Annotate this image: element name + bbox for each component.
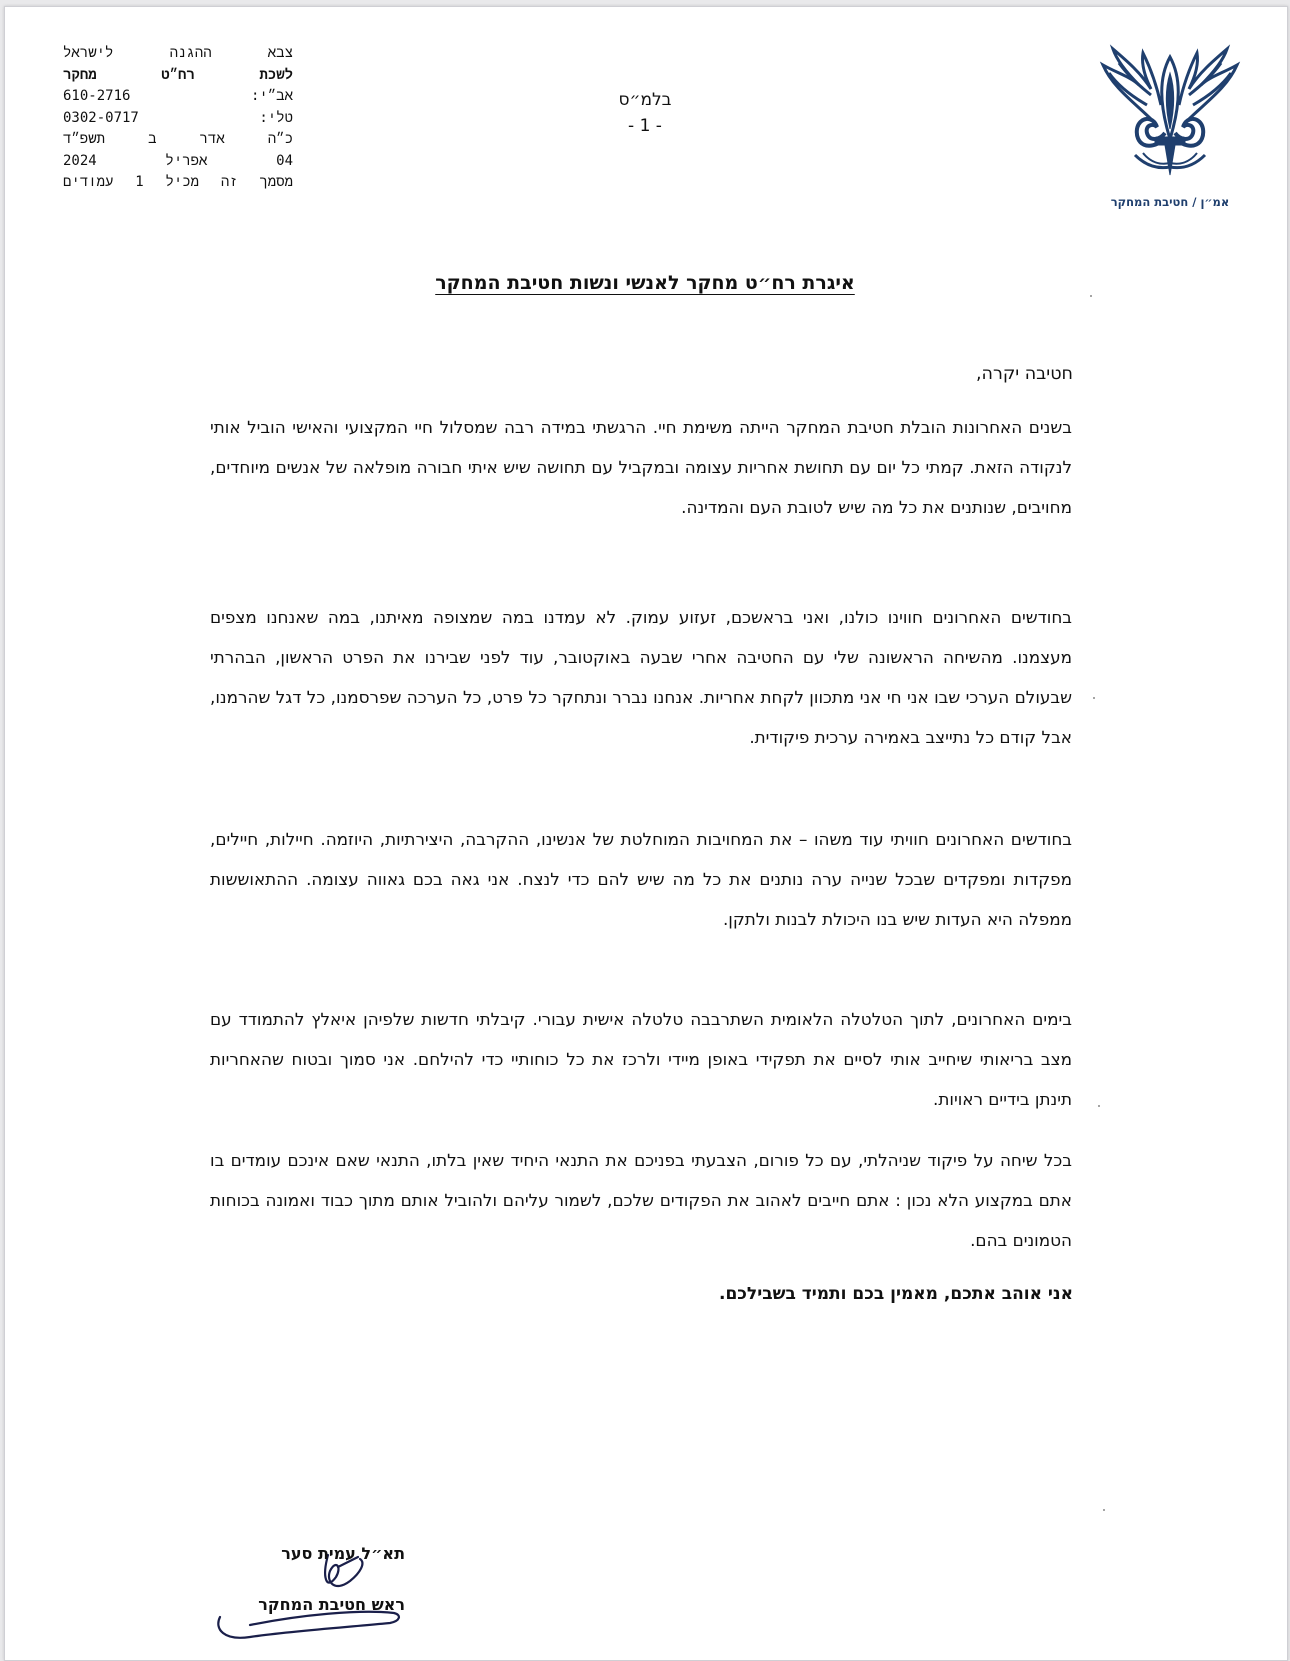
paragraph: בימים האחרונים, לתוך הטלטלה הלאומית השתרבבה טלטלה אישית עבורי. קיבלתי חדשות שלפיהן איאלץ להתמודד עם מצב בריאותי שיחייב אותי לסיים את תפקידי באופן מיידי ולרכז את כל כוחותיי כדי להילחם. אני סמוך ובטוח שהאחריות תינתן בידיים ראויות. xyxy=(210,1009,1072,1109)
date-part: 2024 xyxy=(63,152,97,169)
paragraph: בחודשים האחרונים חוויתי עוד משהו – את המחויבות המוחלטת של אנשינו, ההקרבה, היצירתיות, היוזמה. חיילות, חיילים, מפקדות ומפקדים שבכל שנייה ערה נותנים את כל מה שיש להם כדי לנצח. אני גאה בכם גאווה עצומה. ההתאוששות ממפלה היא העדות שיש בנו היכולת לבנות ולתקן. xyxy=(210,829,1072,929)
greg-date-line xyxy=(63,151,293,173)
date-part: אדר xyxy=(199,131,225,147)
note-word: עמודים xyxy=(63,174,114,190)
hebrew-date-line xyxy=(63,129,293,151)
org-word: לשכת xyxy=(259,66,293,83)
classification-block xyxy=(575,87,715,139)
tel-label: טלי: xyxy=(259,109,293,126)
scan-speck xyxy=(1090,295,1092,297)
paragraph: בחודשים האחרונים חווינו כולנו, ואני בראשכם, זעזוע עמוק. לא עמדנו במה שמצופה מאיתנו, במה שאנחנו מצפים מעצמנו. מהשיחה הראשונה שלי עם החטיבה אחרי שבעה באוקטובר, עוד לפני שבירנו את הפרט הראשון, הבהרתי שבעולם הערכי שבו אני חי אני מתכוון לקחת אחריות. אנחנו נברר ונתחקר כל פרט, כל הערכה שפרסמנו, כל דגל שהרמנו, אבל קודם כל נתייצב באמירה ערכית פיקודית. xyxy=(210,607,1072,747)
org-line-2 xyxy=(63,65,293,87)
page-number: - 1 - xyxy=(628,116,662,136)
note-word: מכיל xyxy=(165,174,200,190)
scan-speck xyxy=(1103,1509,1105,1511)
note-word: זה xyxy=(220,174,238,190)
scan-speck xyxy=(1093,697,1095,699)
org-line-1 xyxy=(63,43,293,65)
date-part: תשפ״ד xyxy=(63,131,106,147)
abbr-label: אב״י: xyxy=(250,88,293,104)
letter-title xyxy=(205,272,1085,294)
emblem-caption: אמ״ן / חטיבת המחקר xyxy=(1110,195,1230,209)
date-part: 04 xyxy=(276,152,293,169)
scan-speck xyxy=(1098,1105,1100,1107)
greeting: חטיבה יקרה, xyxy=(975,364,1073,384)
closing-line: אני אוהב אתכם, מאמין בכם ותמיד בשבילכם. xyxy=(718,1284,1073,1304)
tel-line xyxy=(63,108,293,130)
abbr-value: 610-2716 xyxy=(63,88,131,104)
letter-title-text: איגרת רח״ט מחקר לאנשי ונשות חטיבת המחקר xyxy=(435,272,855,294)
document-header xyxy=(63,43,293,194)
tel-value: 0302-0717 xyxy=(63,109,139,126)
paragraph: בכל שיחה על פיקוד שניהלתי, עם כל פורום, הצבעתי בפניכם את התנאי היחיד שאין בלתו, התנאי שאם אינכם עומדים בו אתם במקצוע הלא נכון : אתם חייבים לאהוב את הפקודים שלכם, לשמור עליהם ולהוביל אותם מתוך כבוד ואמונה בכוחות הטמונים בהם. xyxy=(210,1150,1072,1250)
org-word: צבא xyxy=(267,45,293,61)
abbr-line xyxy=(63,86,293,108)
org-word: רח״ט xyxy=(161,66,195,83)
note-word: 1 xyxy=(135,174,144,190)
date-part: אפריל xyxy=(165,152,208,169)
date-part: ב xyxy=(148,131,157,147)
document-page xyxy=(4,6,1288,1661)
classification-label: בלמ״ס xyxy=(618,90,672,110)
note-word: מסמך xyxy=(259,174,293,190)
date-part: כ״ה xyxy=(267,131,293,147)
pages-note-line xyxy=(63,172,293,194)
paragraph: בשנים האחרונות הובלת חטיבת המחקר הייתה משימת חיי. הרגשתי במידה רבה שמסלול חיי המקצועי והאישי הוביל אותי לנקודה הזאת. קמתי כל יום עם תחושת אחריות עצומה ובמקביל עם תחושה שיש איתי חבורה מופלאה של אנשים מיוחדים, מחויבים, שנותנים את כל מה שיש לטובת העם והמדינה. xyxy=(210,417,1072,517)
signatory-name: תא״ל עמית סער xyxy=(281,1544,405,1563)
org-word: מחקר xyxy=(63,66,97,83)
signatory-title: ראש חטיבת המחקר xyxy=(258,1595,405,1614)
unit-emblem-icon xyxy=(1095,43,1245,218)
org-word: ההגנה xyxy=(169,45,212,61)
org-word: לישראל xyxy=(63,45,114,61)
